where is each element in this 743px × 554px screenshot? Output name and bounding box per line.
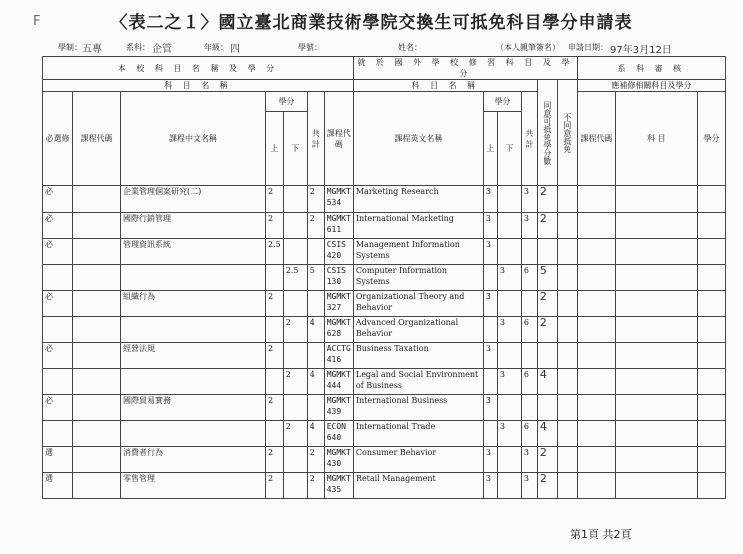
required-cell: 必 [43,291,73,317]
grade-label: 年級： [204,43,228,52]
course-name-cell [121,265,266,291]
program-label: 學制： [58,43,82,52]
foreign-lower-cell: 3 [497,421,521,447]
review-credits-cell [697,265,725,291]
foreign-code-cell: MGMKT 628 [324,317,353,343]
upper-credit-cell [266,265,284,291]
agree-credits-header: 同意可抵免學分數 [537,80,557,186]
foreign-code-cell: CSIS 130 [324,265,353,291]
foreign-upper-cell: 3 [483,343,497,369]
table-row [43,421,726,447]
disagree-cell [557,213,577,239]
table-row [43,213,726,239]
foreign-upper-cell: 3 [483,473,497,499]
course-code-cell [73,186,121,213]
foreign-upper-cell: 3 [483,291,497,317]
review-credits-cell [697,186,725,213]
credit-transfer-table [42,56,726,499]
upper-credit-cell: 2 [266,291,284,317]
upper-credit-cell: 2 [266,186,284,213]
review-credits-cell [697,473,725,499]
review-code-cell [577,239,615,265]
foreign-lower-cell [497,395,521,421]
foreign-code-cell: MGMKT 534 [324,186,353,213]
required-elective-header: 必選修 [43,92,73,186]
review-credits-cell [697,395,725,421]
upper-credit-cell [266,421,284,447]
lower-credit-cell: 2.5 [283,265,307,291]
foreign-name-cell: Legal and Social Environment of Business [353,369,483,395]
required-cell: 必 [43,186,73,213]
review-subject-cell [615,421,697,447]
foreign-code-cell: MGMKT 327 [324,291,353,317]
grade-value: 四 [230,44,240,55]
lower-credit-cell [283,291,307,317]
review-code-header: 課程代碼 [577,92,615,186]
foreign-upper-cell [483,317,497,343]
review-subject-cell [615,473,697,499]
table-row [43,473,726,499]
lower-credit-cell: 2 [283,369,307,395]
date-label: 申請日期： [568,43,608,52]
course-code-cell [73,369,121,395]
total-credit-cell: 2 [307,213,324,239]
total-credit-cell [307,291,324,317]
signature-label: （本人親筆簽名） [496,43,560,52]
disagree-cell [557,421,577,447]
foreign-name-cell: Business Taxation [353,343,483,369]
upper-credit-cell: 2 [266,473,284,499]
table-row [43,239,726,265]
total-credit-cell [307,343,324,369]
required-cell: 選 [43,447,73,473]
foreign-code-header: 課程代碼 [324,92,353,186]
review-credits-cell [697,213,725,239]
review-subject-cell [615,265,697,291]
course-code-cell [73,291,121,317]
foreign-lower-cell [497,186,521,213]
foreign-lower-cell: 3 [497,317,521,343]
review-subject-cell [615,369,697,395]
review-code-cell [577,447,615,473]
dept-value: 企管 [152,44,172,55]
foreign-name-cell: International Business [353,395,483,421]
foreign-name-cell: Organizational Theory and Behavior [353,291,483,317]
foreign-lower-cell [497,473,521,499]
related-subjects-header: 應補修相關科目及學分 [577,80,725,92]
foreign-upper-cell [483,421,497,447]
table-row [43,395,726,421]
student-no-label: 學號： [298,43,322,52]
disagree-cell [557,343,577,369]
foreign-ename-header: 課程英文名稱 [353,92,483,186]
foreign-code-cell: MGMKT 611 [324,213,353,239]
review-credits-cell [697,239,725,265]
foreign-total-cell: 6 [521,369,537,395]
program-value: 五專 [82,44,102,55]
upper-credit-cell: 2 [266,395,284,421]
lower-credit-cell [283,239,307,265]
review-code-cell [577,291,615,317]
foreign-total-cell [521,395,537,421]
review-subject-cell [615,239,697,265]
foreign-total-cell: 6 [521,421,537,447]
foreign-total-cell: 3 [521,213,537,239]
review-subject-cell [615,343,697,369]
review-subject-cell [615,213,697,239]
foreign-code-cell: MGMKT 444 [324,369,353,395]
review-credits-header: 學分 [697,92,725,186]
disagree-cell [557,291,577,317]
review-subject-header: 科 目 [615,92,697,186]
review-credits-cell [697,317,725,343]
foreign-code-cell: MGMKT 435 [324,473,353,499]
total-credit-cell: 2 [307,473,324,499]
foreign-credits-header: 學分 [483,92,521,112]
corner-mark: F [33,14,41,29]
agree-credits-cell [537,343,557,369]
course-code-cell [73,421,121,447]
lower-credit-cell [283,473,307,499]
form-title: 〈表二之１〉國立臺北商業技術學院交換生可抵免科目學分申請表 [110,13,633,33]
course-name-cell: 零售管理 [121,473,266,499]
agree-credits-cell: 4 [537,369,557,395]
credits-header: 學分 [266,92,308,112]
foreign-upper-cell: 3 [483,395,497,421]
foreign-upper-cell: 3 [483,447,497,473]
section-foreign-courses: 就 於 國 外 學 校 修 習 科 目 及 學 分 [353,57,577,80]
course-cname-header: 課程中文名稱 [121,92,266,186]
required-cell: 必 [43,213,73,239]
required-cell: 必 [43,395,73,421]
foreign-upper-header: 上 [483,112,497,186]
foreign-total-cell: 3 [521,447,537,473]
foreign-code-cell: CSIS 420 [324,239,353,265]
course-name-cell [121,369,266,395]
upper-credit-cell: 2 [266,213,284,239]
foreign-total-cell: 6 [521,265,537,291]
table-row [43,265,726,291]
foreign-lower-cell: 3 [497,265,521,291]
required-cell [43,421,73,447]
table-row [43,291,726,317]
review-code-cell [577,265,615,291]
total-header: 共計 [307,92,324,186]
subject-name-header: 科 目 名 稱 [43,80,354,92]
upper-credit-cell: 2 [266,343,284,369]
course-name-cell: 管理資訊系統 [121,239,266,265]
required-cell [43,369,73,395]
course-name-cell: 消費者行為 [121,447,266,473]
agree-credits-cell: 2 [537,447,557,473]
lower-credit-cell [283,447,307,473]
upper-credit-cell [266,369,284,395]
review-code-cell [577,395,615,421]
course-code-cell [73,239,121,265]
course-name-cell: 組織行為 [121,291,266,317]
review-code-cell [577,369,615,395]
disagree-cell [557,473,577,499]
review-subject-cell [615,317,697,343]
agree-credits-cell: 2 [537,213,557,239]
review-subject-cell [615,291,697,317]
review-code-cell [577,317,615,343]
total-credit-cell: 2 [307,447,324,473]
lower-credit-cell: 2 [283,317,307,343]
agree-credits-cell [537,239,557,265]
agree-credits-cell: 4 [537,421,557,447]
foreign-name-cell: Consumer Behavior [353,447,483,473]
total-credit-cell [307,239,324,265]
foreign-lower-cell [497,447,521,473]
lower-header: 下 [283,112,307,186]
lower-credit-cell: 2 [283,421,307,447]
total-credit-cell: 4 [307,369,324,395]
review-credits-cell [697,369,725,395]
name-label: 姓名： [398,43,422,52]
foreign-upper-cell: 3 [483,239,497,265]
review-code-cell [577,421,615,447]
foreign-code-cell: MGMKT 430 [324,447,353,473]
foreign-name-cell: Marketing Research [353,186,483,213]
foreign-total-cell [521,239,537,265]
review-credits-cell [697,447,725,473]
total-credit-cell: 5 [307,265,324,291]
foreign-upper-cell [483,369,497,395]
disagree-cell [557,447,577,473]
course-name-cell [121,317,266,343]
foreign-lower-cell [497,239,521,265]
foreign-total-cell: 3 [521,186,537,213]
foreign-name-cell: International Marketing [353,213,483,239]
total-credit-cell: 4 [307,421,324,447]
lower-credit-cell [283,186,307,213]
disagree-cell [557,395,577,421]
table-row [43,186,726,213]
required-cell: 必 [43,239,73,265]
foreign-lower-cell [497,213,521,239]
course-name-cell [121,421,266,447]
foreign-upper-cell: 3 [483,186,497,213]
foreign-name-cell: Retail Management [353,473,483,499]
agree-credits-cell: 2 [537,317,557,343]
review-subject-cell [615,447,697,473]
course-code-cell [73,213,121,239]
review-code-cell [577,473,615,499]
foreign-lower-cell [497,291,521,317]
course-name-cell: 國際行銷管理 [121,213,266,239]
agree-credits-cell: 2 [537,186,557,213]
foreign-name-cell: Computer Information Systems [353,265,483,291]
foreign-lower-cell [497,343,521,369]
foreign-total-cell: 6 [521,317,537,343]
foreign-total-header: 共計 [521,92,537,186]
review-credits-cell [697,421,725,447]
foreign-upper-cell [483,265,497,291]
disagree-cell [557,317,577,343]
course-code-cell [73,317,121,343]
agree-credits-cell: 2 [537,473,557,499]
table-row [43,343,726,369]
lower-credit-cell [283,395,307,421]
upper-credit-cell [266,317,284,343]
lower-credit-cell [283,343,307,369]
agree-credits-cell: 2 [537,291,557,317]
table-row [43,369,726,395]
lower-credit-cell [283,213,307,239]
upper-credit-cell: 2.5 [266,239,284,265]
review-code-cell [577,186,615,213]
table-row [43,447,726,473]
foreign-total-cell: 3 [521,473,537,499]
foreign-name-cell: Management Information Systems [353,239,483,265]
upper-header: 上 [266,112,284,186]
required-cell: 選 [43,473,73,499]
course-name-cell: 經營法規 [121,343,266,369]
course-code-cell [73,343,121,369]
disagree-cell [557,239,577,265]
agree-credits-cell [537,395,557,421]
course-code-header: 課程代碼 [73,92,121,186]
foreign-total-cell [521,343,537,369]
course-name-cell: 國際貿易實務 [121,395,266,421]
required-cell [43,317,73,343]
course-name-cell: 企業管理個案研究(二) [121,186,266,213]
foreign-total-cell [521,291,537,317]
review-subject-cell [615,186,697,213]
page-number: 第1頁 共2頁 [570,528,632,541]
agree-credits-cell: 5 [537,265,557,291]
course-code-cell [73,395,121,421]
course-code-cell [73,473,121,499]
table-row [43,317,726,343]
total-credit-cell: 4 [307,317,324,343]
foreign-lower-cell: 3 [497,369,521,395]
disagree-cell [557,186,577,213]
foreign-code-cell: ACCTG 416 [324,343,353,369]
required-cell [43,265,73,291]
disagree-header: 不同意抵免 [557,80,577,186]
review-subject-cell [615,395,697,421]
upper-credit-cell: 2 [266,447,284,473]
required-cell: 必 [43,343,73,369]
review-credits-cell [697,291,725,317]
foreign-code-cell: MGMKT 439 [324,395,353,421]
foreign-lower-header: 下 [497,112,521,186]
disagree-cell [557,369,577,395]
total-credit-cell [307,395,324,421]
course-code-cell [73,265,121,291]
review-code-cell [577,343,615,369]
foreign-subject-name-header: 科 目 名 稱 [353,80,537,92]
course-code-cell [73,447,121,473]
section-review: 系 科 審 核 [577,57,725,80]
disagree-cell [557,265,577,291]
date-value: 97年3月12日 [610,45,672,56]
review-code-cell [577,213,615,239]
dept-label: 系科： [126,43,150,52]
foreign-name-cell: Advanced Organizational Behavior [353,317,483,343]
foreign-name-cell: International Trade [353,421,483,447]
review-credits-cell [697,343,725,369]
section-local-courses: 本 校 科 目 名 稱 及 學 分 [43,57,354,80]
total-credit-cell: 2 [307,186,324,213]
foreign-code-cell: ECON 640 [324,421,353,447]
foreign-upper-cell: 3 [483,213,497,239]
